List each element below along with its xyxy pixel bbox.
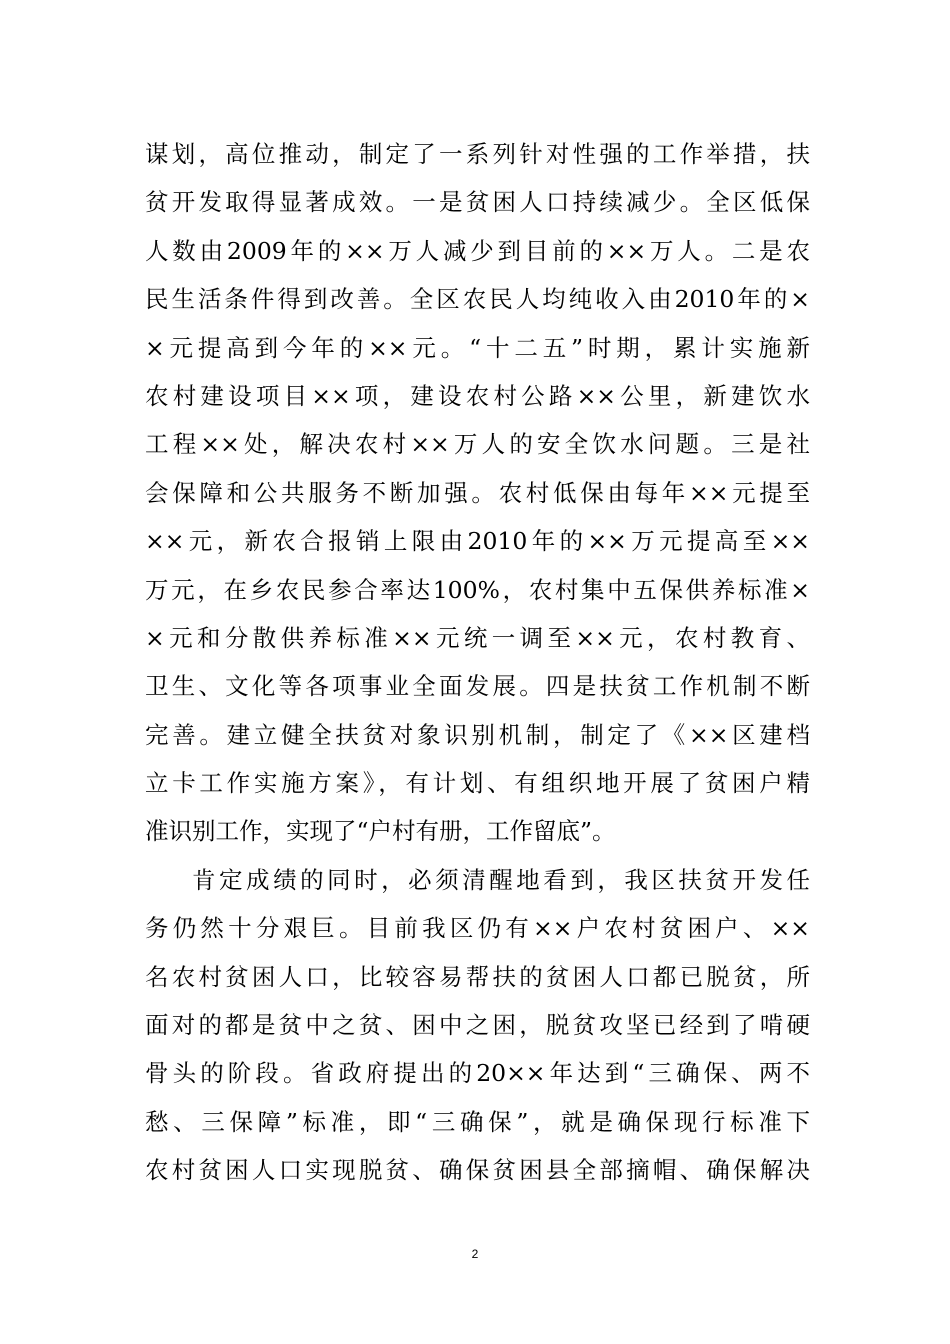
text-line: 卫生、文化等各项事业全面发展。四是扶贫工作机制不断 bbox=[145, 672, 810, 701]
text-line: 贫开发取得显著成效。一是贫困人口持续减少。全区低保 bbox=[145, 188, 810, 217]
text-line: 骨头的阶段。省政府提出的20××年达到“三确保、两不 bbox=[145, 1059, 810, 1088]
text-line: 务仍然十分艰巨。目前我区仍有××户农村贫困户、×× bbox=[145, 914, 810, 943]
text-line: ××元，新农合报销上限由2010年的××万元提高至×× bbox=[145, 527, 810, 556]
paragraph-2 bbox=[145, 856, 810, 1195]
text-line: 愁、三保障”标准，即“三确保”，就是确保现行标准下 bbox=[145, 1107, 810, 1136]
body-text bbox=[145, 130, 810, 1195]
page-number: 2 bbox=[471, 1247, 479, 1261]
text-line: 准识别工作，实现了“户村有册，工作留底”。 bbox=[145, 817, 616, 846]
text-line: 名农村贫困人口，比较容易帮扶的贫困人口都已脱贫，所 bbox=[145, 962, 810, 991]
paragraph-1 bbox=[145, 130, 810, 856]
text-line: 肯定成绩的同时，必须清醒地看到，我区扶贫开发任 bbox=[192, 865, 810, 894]
text-line: 农村贫困人口实现脱贫、确保贫困县全部摘帽、确保解决 bbox=[145, 1156, 810, 1185]
text-line: ×元和分散供养标准××元统一调至××元，农村教育、 bbox=[145, 623, 810, 652]
text-line: 面对的都是贫中之贫、困中之困，脱贫攻坚已经到了啃硬 bbox=[145, 1011, 810, 1040]
text-line: 会保障和公共服务不断加强。农村低保由每年××元提至 bbox=[145, 478, 810, 507]
text-line: 万元，在乡农民参合率达100%，农村集中五保供养标准× bbox=[145, 575, 810, 604]
text-line: 完善。建立健全扶贫对象识别机制，制定了《××区建档 bbox=[145, 720, 810, 749]
text-line: 工程××处，解决农村××万人的安全饮水问题。三是社 bbox=[145, 430, 810, 459]
text-line: 民生活条件得到改善。全区农民人均纯收入由2010年的× bbox=[145, 285, 810, 314]
text-line: 人数由2009年的××万人减少到目前的××万人。二是农 bbox=[145, 236, 810, 265]
text-line: 立卡工作实施方案》，有计划、有组织地开展了贫困户精 bbox=[145, 769, 810, 798]
text-line: 农村建设项目××项，建设农村公路××公里，新建饮水 bbox=[145, 381, 810, 410]
text-line: 谋划，高位推动，制定了一系列针对性强的工作举措，扶 bbox=[145, 140, 810, 168]
text-line: ×元提高到今年的××元。“十二五”时期，累计实施新 bbox=[145, 333, 810, 362]
